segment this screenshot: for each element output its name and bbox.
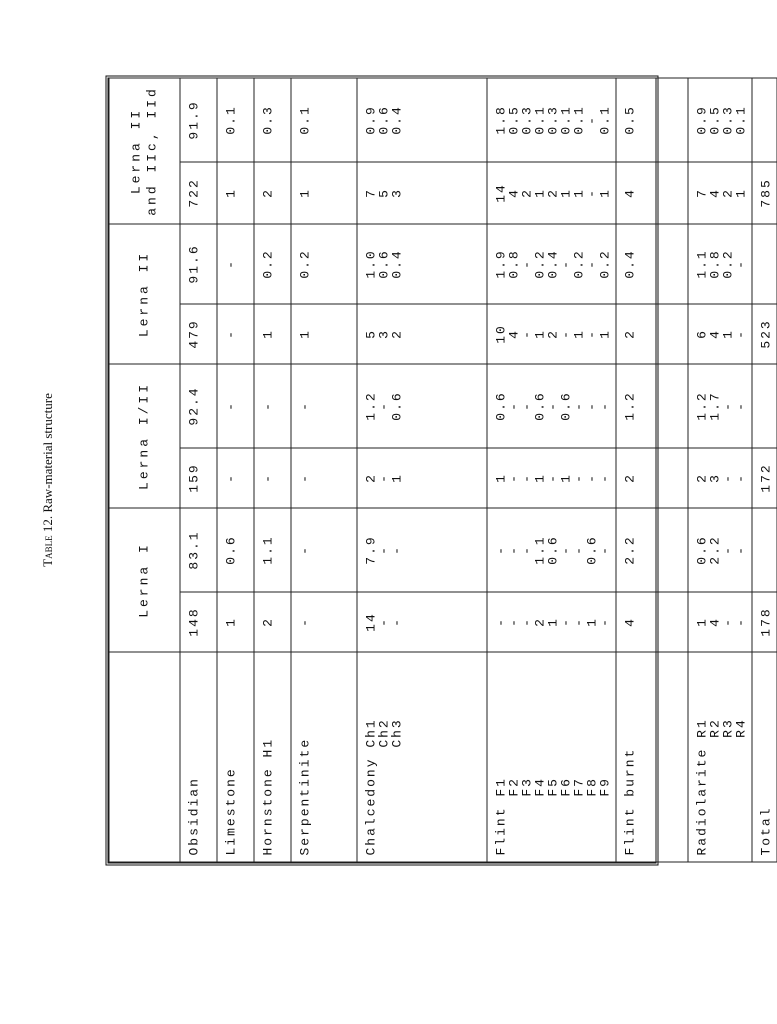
percent-cell: [752, 507, 777, 591]
count-cell: 1: [291, 303, 357, 363]
count-cell: - - - 2 1 - - 1 -: [487, 592, 616, 652]
count-cell: 2: [254, 592, 291, 652]
percent-cell: -: [291, 507, 357, 591]
count-cell: 4: [616, 161, 688, 223]
count-cell: -: [291, 447, 357, 507]
count-cell: 172: [752, 447, 777, 507]
count-cell: 1 - - 1 - 1 - - -: [487, 447, 616, 507]
count-cell: -: [291, 592, 357, 652]
header-row: [109, 77, 180, 861]
row-label: Flint burnt: [622, 747, 637, 855]
percent-cell: 0.6 2.2 - -: [688, 507, 752, 591]
table-frame: [105, 75, 773, 865]
percent-cell: 0.9 0.6 0.4: [357, 77, 487, 161]
percent-cell: 83.1: [180, 507, 217, 591]
table-caption: [38, 360, 58, 600]
count-cell: 1: [254, 303, 291, 363]
count-cell: 2 - 1: [357, 447, 487, 507]
percent-cell: 1.2 - 0.6: [357, 363, 487, 447]
percent-cell: 0.1: [291, 77, 357, 161]
row-label-cell: [217, 652, 254, 862]
header-cell: Lerna I/II: [109, 363, 180, 507]
percent-cell: [752, 77, 777, 161]
table-row: [752, 77, 777, 861]
percent-cell: 1.0 0.6 0.4: [357, 223, 487, 303]
row-label-cell: [616, 652, 688, 862]
count-cell: 7 5 3: [357, 161, 487, 223]
count-cell: 1: [217, 161, 254, 223]
row-label: Limestone: [223, 766, 238, 855]
header-empty: [109, 652, 180, 862]
table-number: Table 12.: [40, 515, 55, 567]
table-row: [291, 77, 357, 861]
count-cell: 785: [752, 161, 777, 223]
count-cell: 178: [752, 592, 777, 652]
count-cell: 7 4 2 1: [688, 161, 752, 223]
percent-cell: 1.2 1.7 - -: [688, 363, 752, 447]
percent-cell: 91.6: [180, 223, 217, 303]
table-row: [217, 77, 254, 861]
row-label-cell: [357, 652, 487, 862]
row-label: Flint: [493, 805, 508, 855]
count-cell: 10 4 - 1 2 - 1 - 1: [487, 303, 616, 363]
count-cell: 2: [254, 161, 291, 223]
percent-cell: 0.5: [616, 77, 688, 161]
row-label: Obsidian: [186, 776, 201, 855]
percent-cell: 0.3: [254, 77, 291, 161]
table-row: [487, 77, 616, 861]
row-label: Total: [758, 805, 773, 855]
count-cell: 4: [616, 592, 688, 652]
count-cell: -: [217, 447, 254, 507]
percent-cell: -: [291, 363, 357, 447]
percent-cell: -: [217, 223, 254, 303]
count-cell: 722: [180, 161, 217, 223]
percent-cell: 1.8 0.5 0.3 0.1 0.3 0.1 0.1 - 0.1: [487, 77, 616, 161]
count-cell: -: [254, 447, 291, 507]
count-cell: 523: [752, 303, 777, 363]
table-row: [180, 77, 217, 861]
percent-cell: 1.9 0.8 - 0.2 0.4 - 0.2 - 0.2: [487, 223, 616, 303]
header-cell: Lerna I: [109, 507, 180, 651]
percent-cell: 1.1: [254, 507, 291, 591]
percent-cell: -: [254, 363, 291, 447]
count-cell: 1 4 - -: [688, 592, 752, 652]
percent-cell: 0.6 - - 0.6 - 0.6 - - -: [487, 363, 616, 447]
percent-cell: -: [217, 363, 254, 447]
count-cell: 159: [180, 447, 217, 507]
table-row: [688, 77, 752, 861]
percent-cell: 1.2: [616, 363, 688, 447]
percent-cell: 1.1 0.8 0.2 -: [688, 223, 752, 303]
percent-cell: 7.9 - -: [357, 507, 487, 591]
percent-cell: 0.4: [616, 223, 688, 303]
percent-cell: 0.2: [291, 223, 357, 303]
percent-cell: 0.2: [254, 223, 291, 303]
row-label-cell: [688, 652, 752, 862]
row-label-cell: [487, 652, 616, 862]
raw-material-table: [108, 77, 777, 862]
count-cell: 1: [291, 161, 357, 223]
row-sublabels: R1 R2 R3 R4: [694, 717, 748, 738]
row-label-cell: [180, 652, 217, 862]
percent-cell: 91.9: [180, 77, 217, 161]
count-cell: 2: [616, 303, 688, 363]
table-body: [109, 77, 777, 861]
table-row: [616, 77, 688, 861]
count-cell: 2: [616, 447, 688, 507]
row-label-cell: [752, 652, 777, 862]
row-label: Serpentinite: [297, 737, 312, 855]
row-label-cell: [291, 652, 357, 862]
count-cell: 148: [180, 592, 217, 652]
table-title: Raw-material structure: [40, 393, 55, 513]
percent-cell: 0.9 0.5 0.3 0.1: [688, 77, 752, 161]
percent-cell: - - - 1.1 0.6 - - 0.6 -: [487, 507, 616, 591]
count-cell: 14 - -: [357, 592, 487, 652]
count-cell: 479: [180, 303, 217, 363]
percent-cell: 92.4: [180, 363, 217, 447]
row-label: Radiolarite: [694, 747, 709, 855]
row-label: Chalcedony: [363, 756, 378, 855]
table-row: [357, 77, 487, 861]
count-cell: 1: [217, 592, 254, 652]
count-cell: 2 3 - -: [688, 447, 752, 507]
row-sublabels: F1 F2 F3 F4 F5 F6 F7 F8 F9: [493, 776, 612, 797]
percent-cell: [752, 363, 777, 447]
row-label: Hornstone H1: [260, 737, 275, 855]
row-sublabels: Ch1 Ch2 Ch3: [363, 717, 404, 748]
count-cell: 6 4 1 -: [688, 303, 752, 363]
percent-cell: 2.2: [616, 507, 688, 591]
table-region: [105, 75, 773, 865]
percent-cell: 0.1: [217, 77, 254, 161]
table-row: [254, 77, 291, 861]
header-cell: Lerna II: [109, 223, 180, 363]
header-cell: Lerna II and IIc, IId: [109, 77, 180, 223]
percent-cell: [752, 223, 777, 303]
count-cell: -: [217, 303, 254, 363]
count-cell: 5 3 2: [357, 303, 487, 363]
count-cell: 14 4 2 1 2 1 1 - 1: [487, 161, 616, 223]
row-label-cell: [254, 652, 291, 862]
percent-cell: 0.6: [217, 507, 254, 591]
